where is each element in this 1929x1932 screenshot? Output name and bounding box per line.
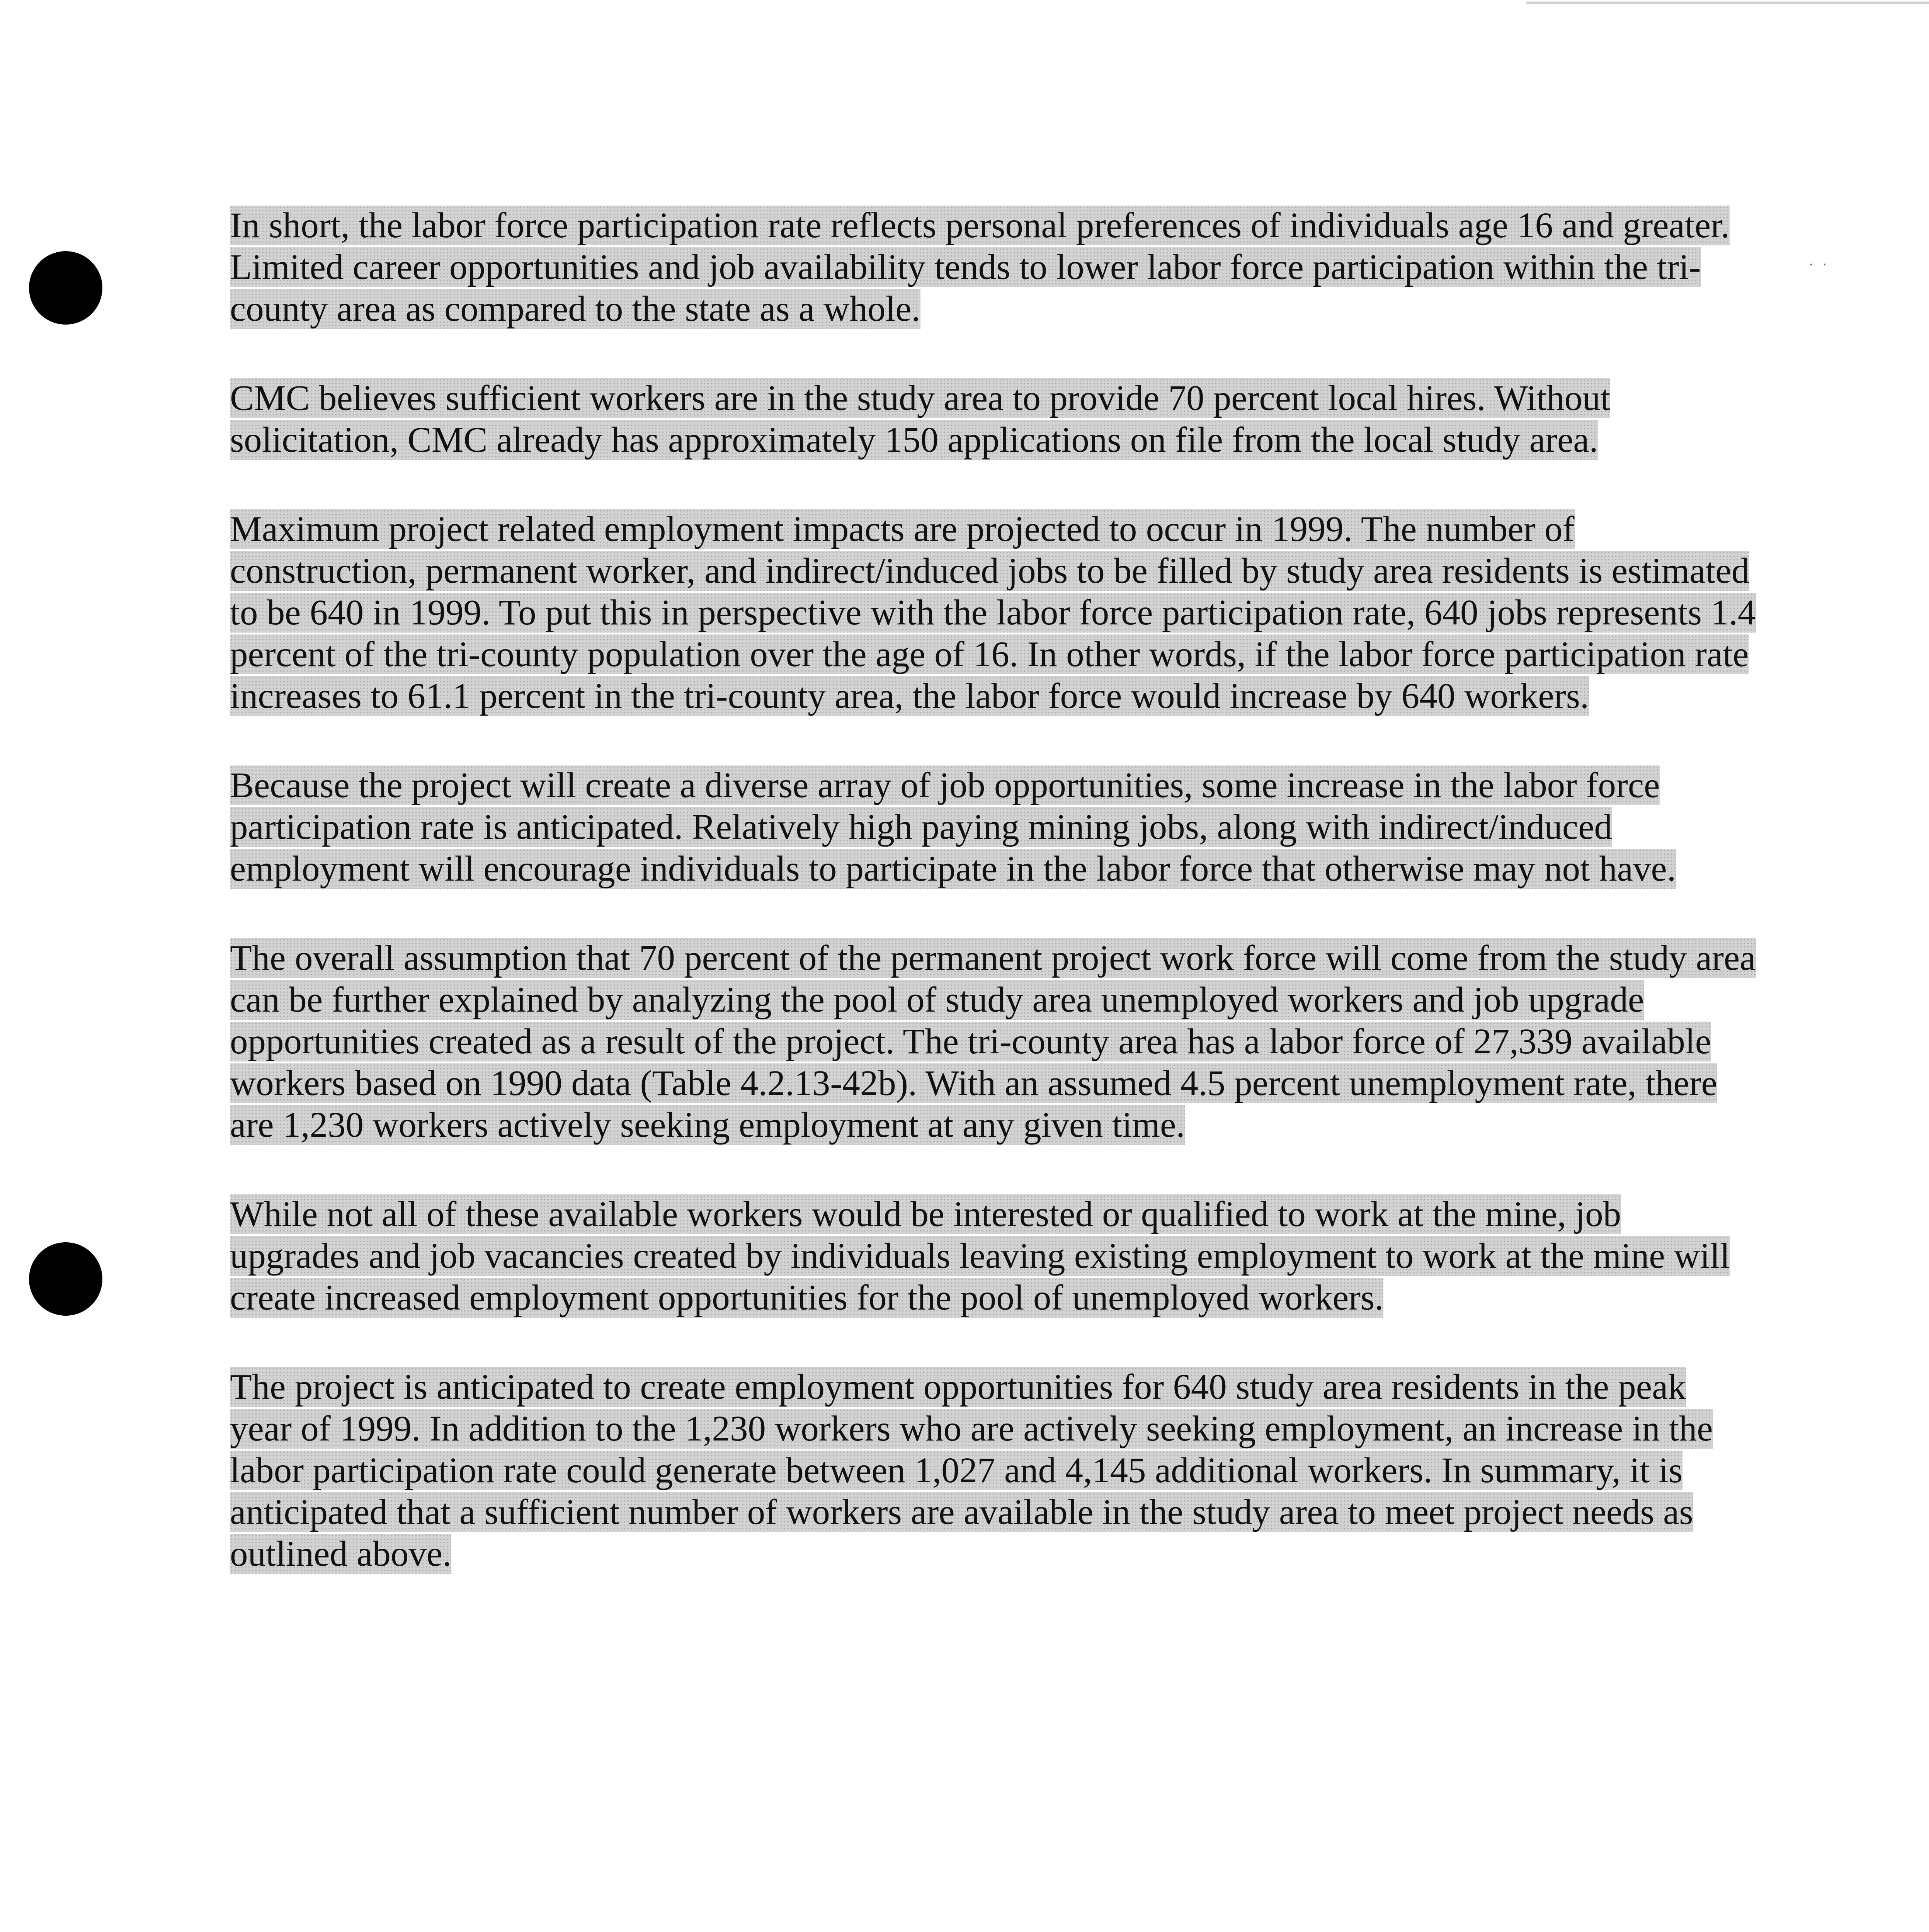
paragraph-summary: The project is anticipated to create employment opportunities for 640 study area residents in the peak year of 1999. In addition to the 1,230 workers who are actively seeking employment, an increase in the labor participation rate could generate between 1,027 and 4,145 additional workers. In summary, it is anticipated that a sufficient number of workers are available in the study area to meet project needs as outlined above. (230, 1367, 1713, 1574)
paragraph-unemployed-pool: The overall assumption that 70 percent of the permanent project work force will come from the study area can be further explained by analyzing the pool of study area unemployed workers and job upgrade opportunities created as a result of the project. The tri-county area has a labor force of 27,339 available workers based on 1990 data (Table 4.2.13-42b). With an assumed 4.5 percent unemployment rate, there are 1,230 workers actively seeking employment at any given time. (230, 938, 1756, 1145)
document-body (230, 205, 1756, 1622)
scan-dots: · · (1808, 256, 1830, 273)
scan-top-edge (1526, 2, 1929, 4)
binder-hole-middle (29, 1242, 102, 1316)
paragraph-job-opportunities: Because the project will create a diverse array of job opportunities, some increase in the labor force participation rate is anticipated. Relatively high paying mining jobs, along with indirect/induced employment will encourage individuals to participate in the labor force that otherwise may not have. (230, 765, 1676, 889)
paragraph-max-employment-impacts: Maximum project related employment impacts are projected to occur in 1999. The number of construction, permanent worker, and indirect/induced jobs to be filled by study area residents is estimated to be 640 in 1999. To put this in perspective with the labor force participation rate, 640 jobs represents 1.4 percent of the tri-county population over the age of 16. In other words, if the labor force participation rate increases to 61.1 percent in the tri-county area, the labor force would increase by 640 workers. (230, 509, 1756, 716)
paragraph-labor-force-preferences: In short, the labor force participation rate reflects personal preferences of individuals age 16 and greater. Limited career opportunities and job availability tends to lower labor force participation within the tri-county area as compared to the state as a whole. (230, 206, 1730, 329)
paragraph-local-hires: CMC believes sufficient workers are in the study area to provide 70 percent local hires. Without solicitation, CMC already has approximately 150 applications on file from the local study area. (230, 378, 1611, 460)
paragraph-job-upgrades: While not all of these available workers would be interested or qualified to work at the mine, job upgrades and job vacancies created by individuals leaving existing employment to work at the mine will create increased employment opportunities for the pool of unemployed workers. (230, 1194, 1730, 1318)
binder-hole-top (29, 251, 102, 325)
